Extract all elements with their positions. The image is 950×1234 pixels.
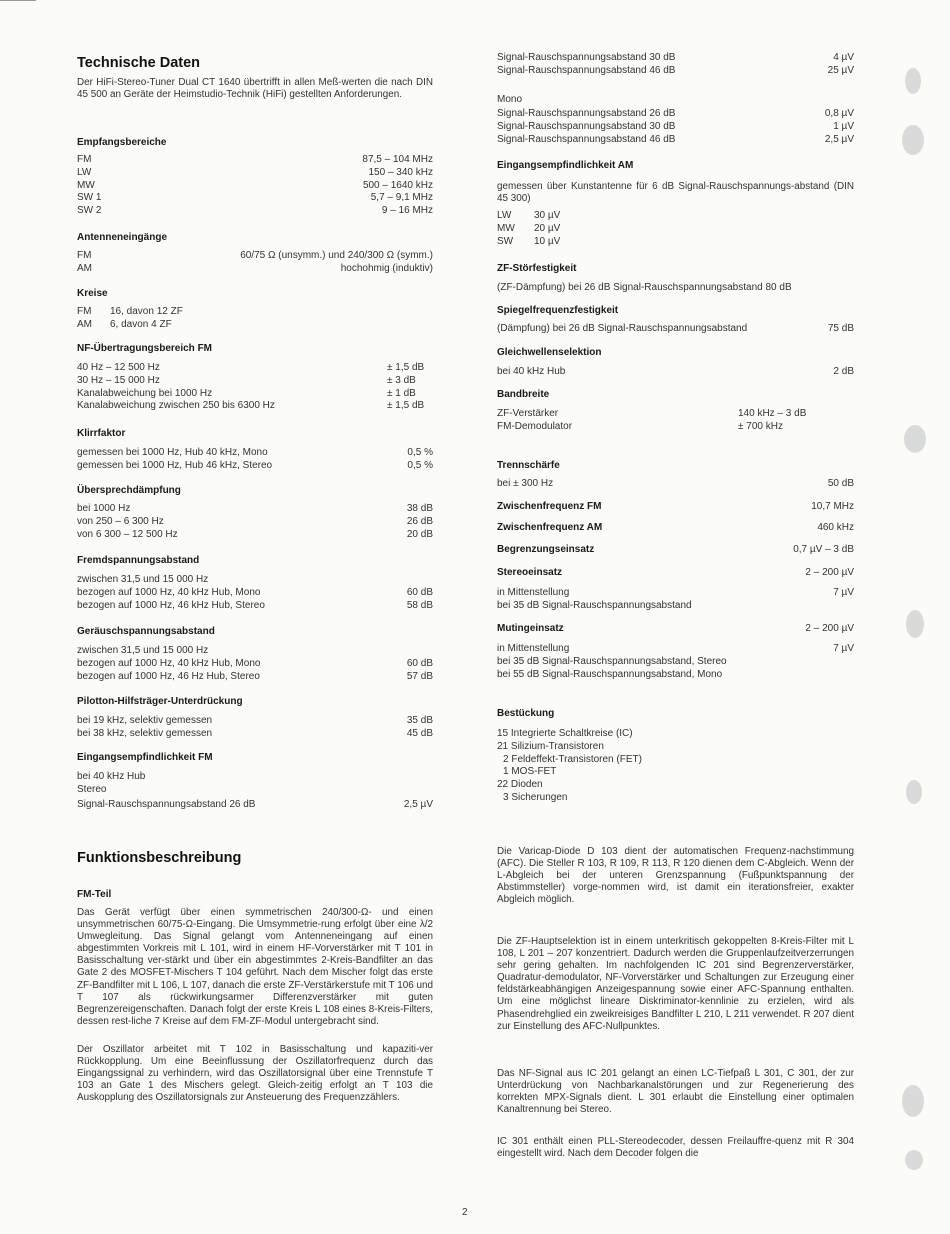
list-item: 15 Integrierte Schaltkreise (IC) [497,728,633,739]
list-item: bei 35 dB Signal-Rauschspannungsabstand [497,599,692,611]
list-item: AM hochohmig (induktiv) [77,262,433,274]
page-number: 2 [462,1207,468,1218]
list-nf-uebertragungsbereich [77,362,433,413]
list-item: bezogen auf 1000 Hz, 40 kHz Hub, Mono 60 dB [77,586,433,598]
list-kreise [77,306,433,332]
list-item: bezogen auf 1000 Hz, 46 Hz Hub, Stereo 57 dB [77,670,433,682]
heading-eingangsempfindlichkeit-fm: Eingangsempfindlichkeit FM [77,752,213,763]
list-item: Signal-Rauschspannungsabstand 30 dB 1 µV [497,120,854,132]
heading-zf-stoerfestigkeit: ZF-Störfestigkeit [497,263,577,274]
funktion-title: Funktionsbeschreibung [77,850,242,866]
list-item: Stereoeinsatz 2 – 200 µV [497,567,854,578]
heading-uebersprechdaempfung: Übersprechdämpfung [77,485,181,496]
list-item: LW 30 µV [497,210,561,221]
list-item: Signal-Rauschspannungsabstand 26 dB 2,5 µV [77,798,433,810]
begrenzung-row [497,544,854,557]
list-item: 3 Sicherungen [503,791,568,803]
list-item: bei 1000 Hz 38 dB [77,503,433,514]
heading-nf-uebertragungsbereich: NF-Übertragungsbereich FM [77,343,213,354]
page-title: Technische Daten [77,55,201,71]
heading-spiegelfrequenzfestigkeit: Spiegelfrequenzfestigkeit [497,305,619,316]
list-antenneneingaenge [77,250,433,276]
list-item: bei ± 300 Hz 50 dB [497,478,854,489]
list-bandbreite [497,408,854,434]
list-klirrfaktor [77,447,433,473]
stereoeinsatz-row [497,567,854,580]
list-item: zwischen 31,5 und 15 000 Hz [77,645,209,656]
list-item: ZF-Verstärker 140 kHz – 3 dB [497,408,807,419]
heading-pilotton: Pilotton-Hilfsträger-Unterdrückung [77,696,243,707]
list-item: FM 60/75 Ω (unsymm.) und 240/300 Ω (symm.) [77,250,433,261]
list-pilotton [77,715,433,741]
list-item: Stereo [77,783,107,795]
list-item: 2 Feldeffekt-Transistoren (FET) [503,753,642,765]
list-item: MW 20 µV [497,222,561,234]
list-mono [497,108,854,146]
heading-fremdspannungsabstand: Fremdspannungsabstand [77,555,200,566]
list-item: Signal-Rauschspannungsabstand 26 dB 0,8 µV [497,108,854,119]
heading-empfangsbereiche: Empfangsbereiche [77,137,167,148]
binder-hole-mark [906,780,922,804]
list-item: 22 Dioden [497,779,543,791]
list-item: Signal-Rauschspannungsabstand 30 dB 4 µV [497,52,854,63]
list-item: AM 6, davon 4 ZF [77,318,172,330]
list-item: Begrenzungseinsatz 0,7 µV – 3 dB [497,544,854,555]
list-item: bei 55 dB Signal-Rauschspannungsabstand, Mono [497,668,723,680]
list-item: 1 MOS-FET [503,766,557,778]
list-item: SW 2 9 – 16 MHz [77,205,433,217]
list-item: gemessen bei 1000 Hz, Hub 40 kHz, Mono 0,5 % [77,447,433,458]
mutingeinsatz-row [497,623,854,636]
list-item: LW 150 – 340 kHz [77,166,433,178]
list-item: Zwischenfrequenz FM 10,7 MHz [497,501,854,512]
list-item: FM-Demodulator ± 700 kHz [497,420,783,432]
list-item: bei 38 kHz, selektiv gemessen 45 dB [77,727,433,739]
list-item: bei 19 kHz, selektiv gemessen 35 dB [77,715,433,726]
list-item: FM 87,5 – 104 MHz [77,154,433,165]
list-item: (Dämpfung) bei 26 dB Signal-Rauschspannungsabstand 75 dB [497,323,854,334]
fm-teil-paragraph-2: Der Oszillator arbeitet mit T 102 in Basisschaltung und kapaziti-ver Rückkopplung. Um eine Beeinflussung der Oszillatorfrequenz durch das Eingangssignal zu verhindern, wird das Oszillatorsignal über eine Trennstufe T 103 an Gate 1 des Mischers gelegt. Gleich-zeitig erfolgt an T 103 die Auskopplung des Oszillatorsignals zur Ansteuerung des Frequenzzählers. [77,1044,433,1104]
heading-kreise: Kreise [77,288,108,299]
am-paragraph: gemessen über Kunstantenne für 6 dB Signal-Rauschspannungs-abstand (DIN 45 300) [497,181,854,205]
right-paragraph-3: Das NF-Signal aus IC 201 gelangt an einen LC-Tiefpaß L 301, C 301, der zur Unterdrückung von Nachbarkanalstörungen und zur Regenerierung des korrekten MPX-Signals dient. L 301 erlaubt die Einstellung einer optimalen Kanaltrennung bei Stereo. [497,1068,854,1116]
zf-stoerfestigkeit-text: (ZF-Dämpfung) bei 26 dB Signal-Rauschspannungsabstand 80 dB [497,282,792,293]
heading-geraeuschspannungsabstand: Geräuschspannungsabstand [77,626,215,637]
list-fremdspannungsabstand [77,574,433,612]
list-item: von 250 – 6 300 Hz 26 dB [77,515,433,527]
heading-eingangsempfindlichkeit-am: Eingangsempfindlichkeit AM [497,160,634,171]
list-item: MW 500 – 1640 kHz [77,179,433,191]
list-eingangsempfindlichkeit-fm [77,771,433,811]
binder-hole-mark [904,425,926,453]
list-fm-stereo-continued [497,52,854,78]
list-item: bei 35 dB Signal-Rauschspannungsabstand, Stereo [497,655,727,667]
list-stereoeinsatz [497,587,854,613]
heading-antenneneingaenge: Antenneneingänge [77,232,168,243]
list-item: 40 Hz – 12 500 Hz ± 1,5 dB [77,362,425,373]
list-uebersprechdaempfung [77,503,433,541]
heading-klirrfaktor: Klirrfaktor [77,428,126,439]
zf-fm-row [497,501,854,514]
list-item: 21 Silizium-Transistoren [497,740,604,752]
list-item: FM 16, davon 12 ZF [77,306,183,317]
gleich-row [497,366,854,379]
heading-gleichwellenselektion: Gleichwellenselektion [497,347,602,358]
heading-trennschaerfe: Trennschärfe [497,460,560,471]
list-mutingeinsatz [497,643,854,681]
list-item: Mutingeinsatz 2 – 200 µV [497,623,854,634]
list-item: Zwischenfrequenz AM 460 kHz [497,522,854,533]
list-item: in Mittenstellung 7 µV [497,587,854,598]
list-item: Signal-Rauschspannungsabstand 46 dB 25 µV [497,64,854,76]
list-empfangsbereiche [77,154,433,218]
heading-bestueckung: Bestückung [497,708,555,719]
list-item: gemessen bei 1000 Hz, Hub 46 kHz, Stereo 0,5 % [77,459,433,471]
spiegel-row [497,323,854,336]
list-item: bezogen auf 1000 Hz, 46 kHz Hub, Stereo 58 dB [77,599,433,611]
list-item: Kanalabweichung zwischen 250 bis 6300 Hz ± 1,5 dB [77,400,425,412]
binder-hole-mark [905,1150,923,1170]
trenn-row [497,478,854,491]
list-item: bezogen auf 1000 Hz, 40 kHz Hub, Mono 60 dB [77,657,433,669]
mono-label: Mono [497,94,523,105]
list-item: bei 40 kHz Hub [77,771,146,782]
right-paragraph-4: IC 301 enthält einen PLL-Stereodecoder, dessen Freilauffre-quenz mit R 304 eingestellt wird. Nach dem Decoder folgen die [497,1136,854,1160]
list-item: bei 40 kHz Hub 2 dB [497,366,854,377]
list-am [497,210,854,248]
list-item: zwischen 31,5 und 15 000 Hz [77,574,209,585]
list-item: SW 10 µV [497,235,561,247]
binder-hole-mark [905,68,921,94]
binder-hole-mark [902,125,924,155]
binder-hole-mark [906,610,924,638]
zf-am-row [497,522,854,535]
list-item: in Mittenstellung 7 µV [497,643,854,654]
list-geraeuschspannungsabstand [77,645,433,683]
list-item: Kanalabweichung bei 1000 Hz ± 1 dB [77,387,416,399]
list-bestueckung [497,728,854,805]
right-paragraph-1: Die Varicap-Diode D 103 dient der automatischen Frequenz-nachstimmung (AFC). Die Steller R 103, R 109, R 113, R 120 dienen dem C-Abgleich. Wenn der L-Abgleich bei der unteren Grenzspannung (Fußpunktspannung der Abstimmsteller) vorge-nommen wird, ist damit ein iterationsfreier, exakter Abgleich möglich. [497,846,854,906]
heading-fm-teil: FM-Teil [77,889,112,900]
binder-hole-mark [902,1085,924,1117]
heading-bandbreite: Bandbreite [497,389,550,400]
fm-teil-paragraph-1: Das Gerät verfügt über einen symmetrischen 240/300-Ω- und einen unsymmetrischen 60/75-Ω-Eingang. Die Umsymmetrie-rung erfolgt über eine λ/2 Umwegleitung. Das Signal gelangt vom Antenneneingang auf einen abgestimmten Vorkreis mit L 101, wird in einem HF-Vorverstärker mit T 101 in Basisschaltung ver-stärkt und über ein abgestimmtes 2-Kreis-Bandfilter an das Gate 2 des MOSFET-Mischers T 104 geführt. Nach dem Mischer folgt das erste ZF-Bandfilter mit L 106, L 107, danach die erste ZF-Verstärkerstufe mit T 106 und T 107 als rückwirkungsarmer Differenzverstärker mit guten Begrenzereigenschaften. Danach folgt der erste Kreis L 108 eines 8-Kreis-Filters, dessen rest-liche 7 Kreise auf dem FM-ZF-Modul untergebracht sind. [77,907,433,1027]
list-item: Signal-Rauschspannungsabstand 46 dB 2,5 µV [497,133,854,145]
right-paragraph-2: Die ZF-Hauptselektion ist in einem unterkritisch gekoppelten 8-Kreis-Filter mit L 108, L 201 – 207 konzentriert. Dadurch werden die Gruppenlaufzeitverzerrungen sehr gering gehalten. Im nachfolgenden IC 201 sind Begrenzerverstärker, Quadratur-demodulator, NF-Vorverstärker und Schaltungen zur Erzeugung einer feldstärkeabhängigen Anzeigespannung sowie einer AFC-Spannung enthalten. Um eine möglichst lineare Diskriminator-kennlinie zu erzielen, wird als Phasendrehglied ein zweikreisiges Bandfilter L 210, L 211 verwendet. R 207 dient zur Einstellung des AFC-Nullpunktes. [497,936,854,1032]
list-item: SW 1 5,7 – 9,1 MHz [77,192,433,204]
list-item: 30 Hz – 15 000 Hz ± 3 dB [77,374,416,386]
scan-corner-mark [0,0,36,7]
list-item: von 6 300 – 12 500 Hz 20 dB [77,528,433,540]
intro-paragraph: Der HiFi-Stereo-Tuner Dual CT 1640 übertrifft in allen Meß-werten die nach DIN 45 500 an Geräte der Heimstudio-Technik (HiFi) gestellten Anforderungen. [77,77,433,101]
